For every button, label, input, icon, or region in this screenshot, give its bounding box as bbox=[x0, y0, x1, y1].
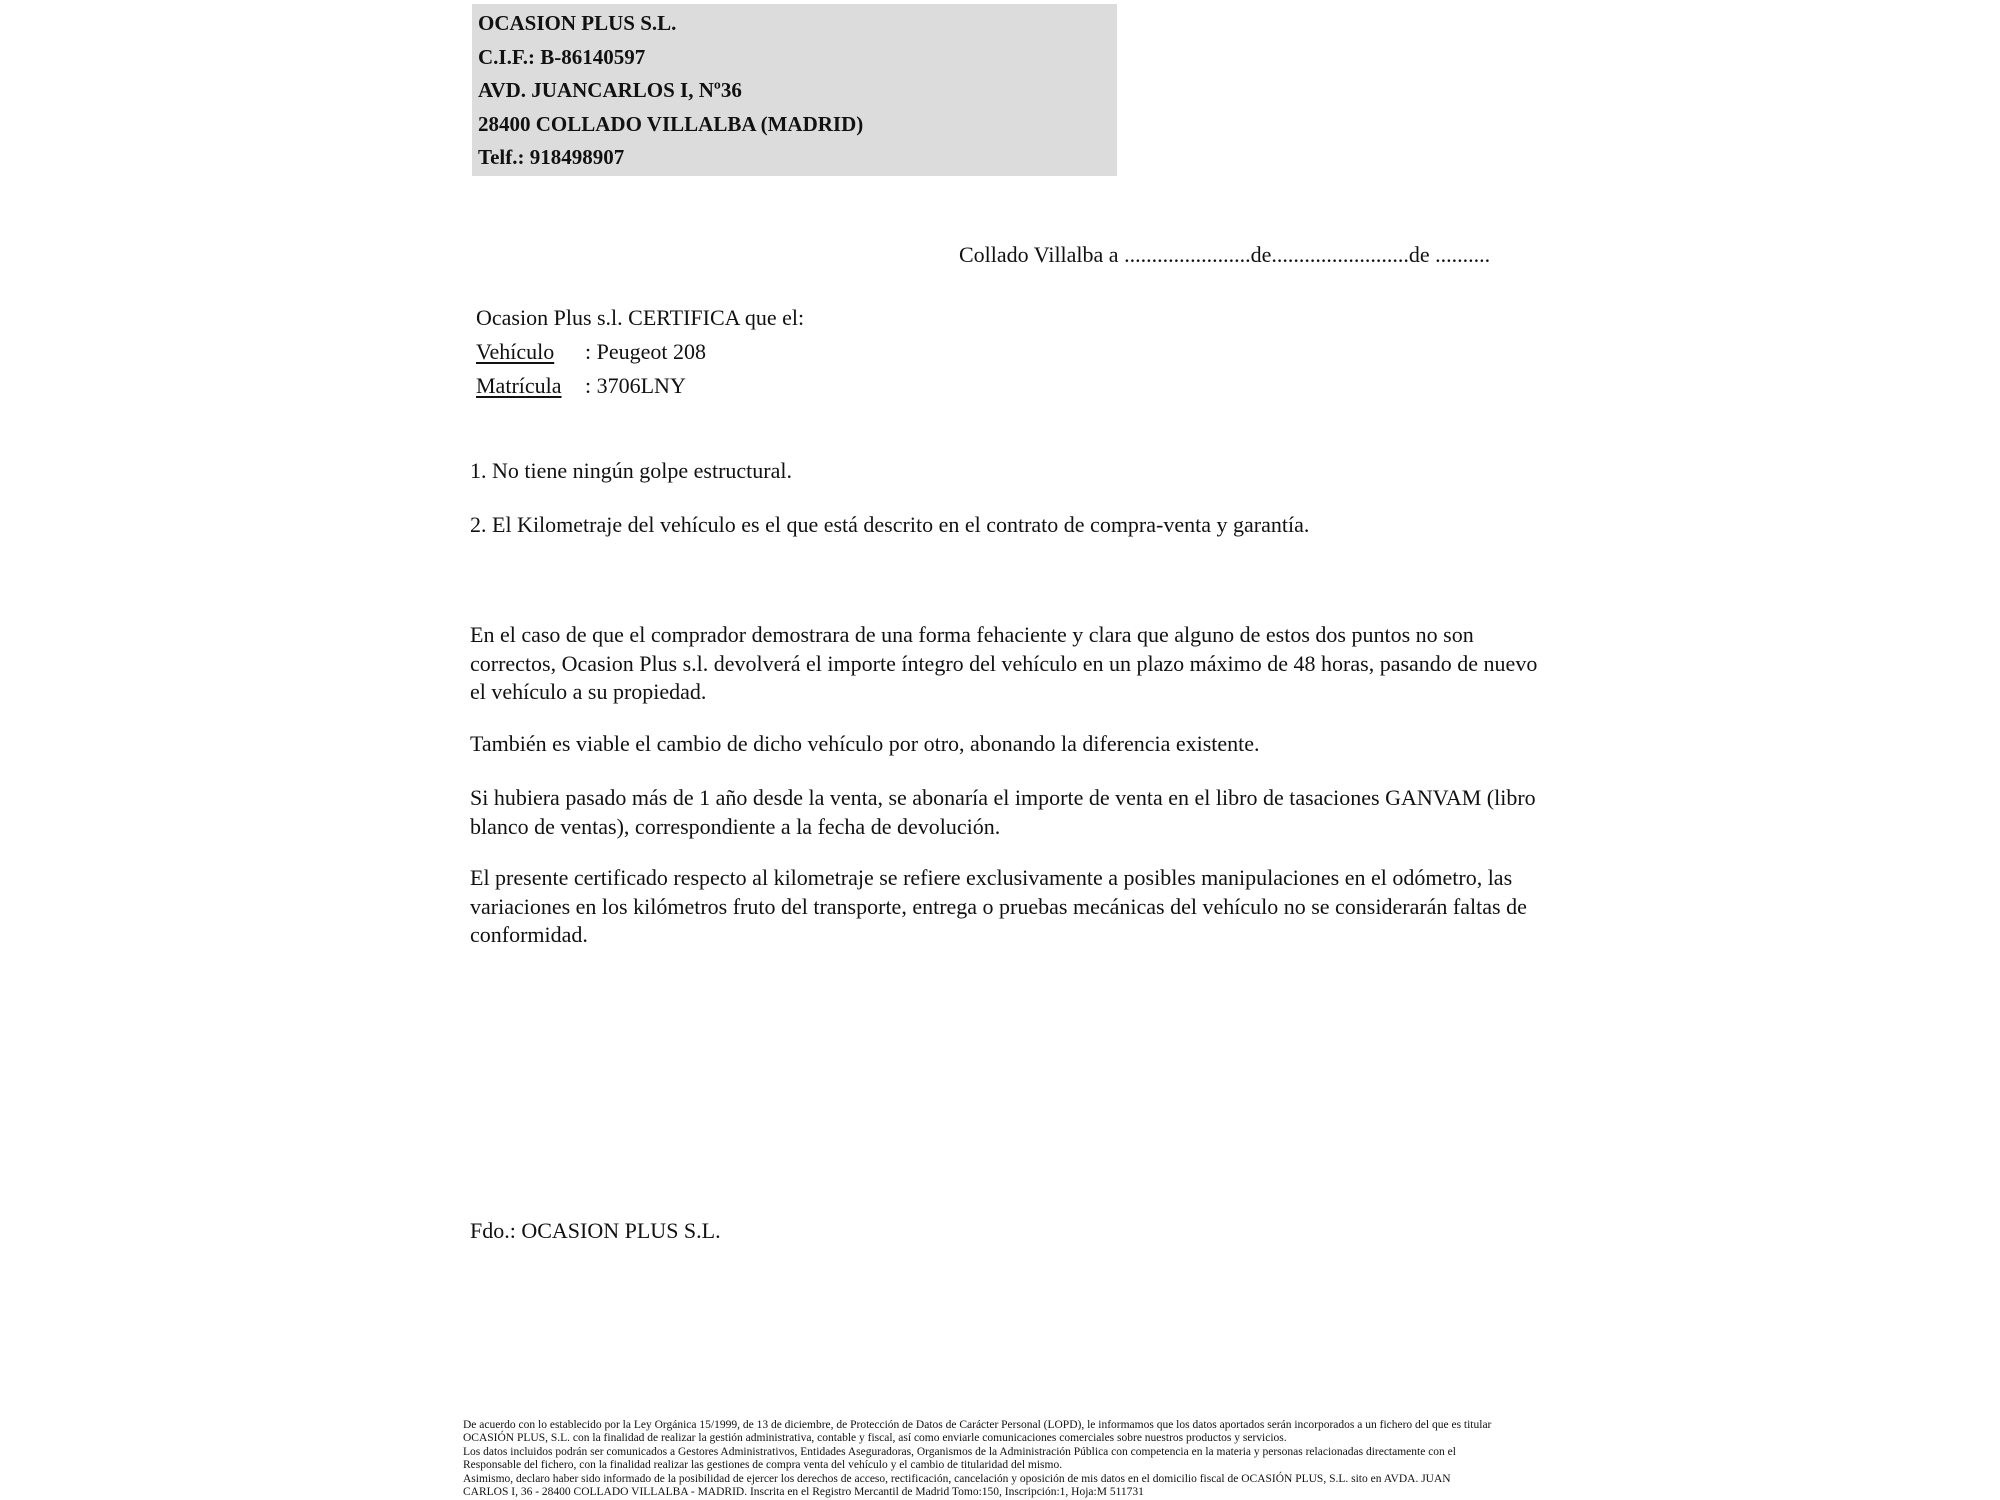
certify-intro: Ocasion Plus s.l. CERTIFICA que el: bbox=[476, 305, 805, 330]
vehicle-label: Vehículo bbox=[476, 339, 555, 364]
letterhead-city: 28400 COLLADO VILLALBA (MADRID) bbox=[478, 111, 864, 136]
plate-value: : 3706LNY bbox=[585, 373, 686, 398]
body-paragraph-refund: En el caso de que el comprador demostrara de una forma fehaciente y clara que alguno de estos dos puntos no son correctos, Ocasion Plus s.l. devolverá el importe íntegro del vehículo en un plazo máximo de 48 horas, pasando de nuevo el vehículo a su propiedad. bbox=[470, 622, 1538, 704]
letterhead-company-name: OCASION PLUS S.L. bbox=[478, 11, 677, 35]
body-paragraph-exchange: También es viable el cambio de dicho vehículo por otro, abonando la diferencia existente. bbox=[470, 731, 1260, 756]
signature-line: Fdo.: OCASION PLUS S.L. bbox=[470, 1218, 721, 1243]
legal-notice-line: OCASIÓN PLUS, S.L. con la finalidad de realizar la gestión administrativa, contable y fiscal, así como enviarle comunicaciones comerciales sobre nuestros productos y servicios. bbox=[463, 1432, 1287, 1445]
letterhead-cif: C.I.F.: B-86140597 bbox=[478, 44, 646, 69]
condition-item-2: 2. El Kilometraje del vehículo es el que está descrito en el contrato de compra-venta y garantía. bbox=[470, 512, 1310, 537]
legal-notice-line: Responsable del fichero, con la finalidad realizar las gestiones de compra venta del vehículo y el cambio de titularidad del mismo. bbox=[463, 1459, 1063, 1472]
letterhead-address: AVD. JUANCARLOS I, Nº36 bbox=[478, 78, 742, 102]
letterhead-box bbox=[472, 4, 1117, 176]
vehicle-row bbox=[476, 339, 706, 365]
body-paragraph-ganvam: Si hubiera pasado más de 1 año desde la venta, se abonaría el importe de venta en el libro de tasaciones GANVAM (libro blanco de ventas), correspondiente a la fecha de devolución. bbox=[470, 785, 1536, 839]
legal-notice bbox=[463, 1419, 1563, 1499]
date-line: Collado Villalba a .......................de.........................de .......... bbox=[959, 242, 1491, 267]
plate-row bbox=[476, 373, 686, 399]
legal-notice-line: Asimismo, declaro haber sido informado de la posibilidad de ejercer los derechos de acceso, rectificación, cancelación y oposición de mis datos en el domicilio fiscal de OCASIÓN PLUS, S.L. sito en AVDA. JUAN bbox=[463, 1472, 1451, 1485]
condition-item-1: 1. No tiene ningún golpe estructural. bbox=[470, 458, 792, 483]
legal-notice-line: De acuerdo con lo establecido por la Ley Orgánica 15/1999, de 13 de diciembre, de Protección de Datos de Carácter Personal (LOPD), le informamos que los datos aportados serán incorporados a un fichero del que es titular bbox=[463, 1419, 1492, 1431]
body-paragraph-odometer: El presente certificado respecto al kilometraje se refiere exclusivamente a posibles manipulaciones en el odómetro, las variaciones en los kilómetros fruto del transporte, entrega o pruebas mecánicas del vehículo no se considerarán faltas de conformidad. bbox=[470, 865, 1527, 947]
vehicle-value: : Peugeot 208 bbox=[585, 339, 706, 364]
plate-label: Matrícula bbox=[476, 373, 562, 398]
letterhead-phone: Telf.: 918498907 bbox=[478, 145, 625, 169]
legal-notice-line: CARLOS I, 36 - 28400 COLLADO VILLALBA - MADRID. Inscrita en el Registro Mercantil de Madrid Tomo:150, Inscripción:1, Hoja:M 511731 bbox=[463, 1486, 1144, 1499]
legal-notice-line: Los datos incluidos podrán ser comunicados a Gestores Administrativos, Entidades Aseguradoras, Organismos de la Administración Pública con competencia en la materia y personas relacionadas directamente con el bbox=[463, 1445, 1456, 1458]
